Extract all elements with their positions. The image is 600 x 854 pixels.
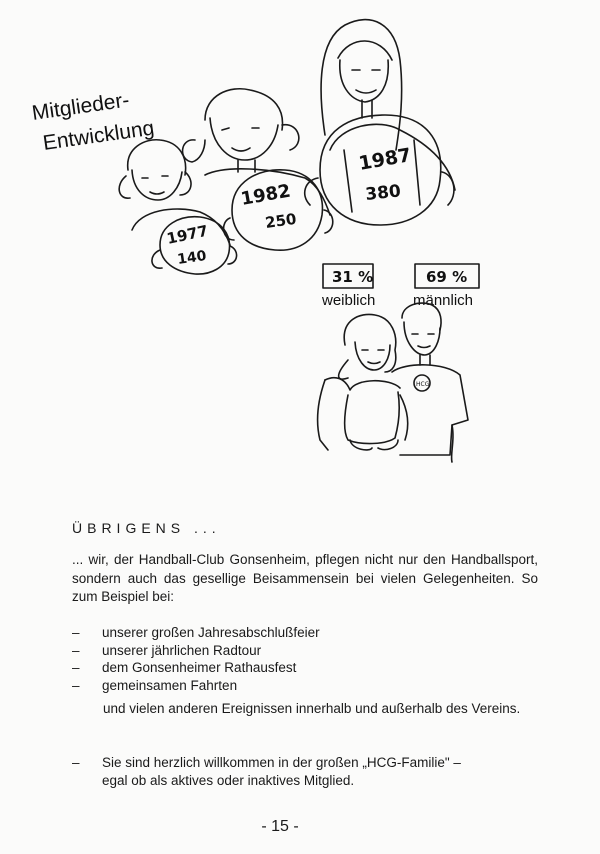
welcome-line-2: egal ob als aktives oder inaktives Mitglied. (102, 773, 355, 788)
shirt-logo: HCG (416, 381, 430, 388)
girl-with-boy-figure (318, 314, 408, 450)
list-item: – unserer großen Jahresabschlußfeier (72, 625, 320, 640)
list-item: – unserer jährlichen Radtour (72, 642, 262, 658)
boy-figure (392, 303, 468, 462)
badge-1977-members: 140 (176, 248, 208, 268)
extra-paragraph: und vielen anderen Ereignissen innerhalb und außerhalb des Vereins. (103, 701, 521, 716)
badge-1982 (224, 170, 333, 250)
badge-1987-members: 380 (364, 181, 402, 205)
section-heading: ÜBRIGENS ... (72, 520, 221, 536)
welcome-paragraph: – Sie sind herzlich willkommen in der großen „HCG-Familie" – egal ob als aktives oder inaktives Mitglied. (72, 755, 461, 788)
illustration-title-line2: Entwicklung (41, 116, 156, 155)
female-label: weiblich (322, 292, 376, 309)
male-percent: 69 % (426, 268, 468, 286)
badge-1977-year: 1977 (165, 221, 210, 248)
illustration-title-line1: Mitglieder- (30, 88, 131, 125)
intro-paragraph: ... wir, der Handball-Club Gonsenheim, pflegen nicht nur den Handballsport, sondern auch das gesellige Beisammensein bei vielen Gelegenheiten. So zum Beispiel bei: (72, 552, 538, 604)
female-percent: 31 % (332, 268, 374, 286)
male-label: männlich (413, 292, 474, 309)
list-item: – gemeinsamen Fahrten (72, 677, 238, 693)
page-number: - 15 - (261, 818, 299, 835)
male-share-box (413, 264, 479, 309)
badge-1982-members: 250 (264, 209, 298, 232)
welcome-line-1: Sie sind herzlich willkommen in der großen „HCG-Familie" – (102, 755, 461, 770)
badge-1987-year: 1987 (357, 144, 413, 175)
event-list (72, 624, 538, 694)
female-share-box (321, 264, 375, 309)
list-item: – dem Gonsenheimer Rathausfest (72, 660, 297, 675)
badge-1982-year: 1982 (239, 180, 293, 210)
